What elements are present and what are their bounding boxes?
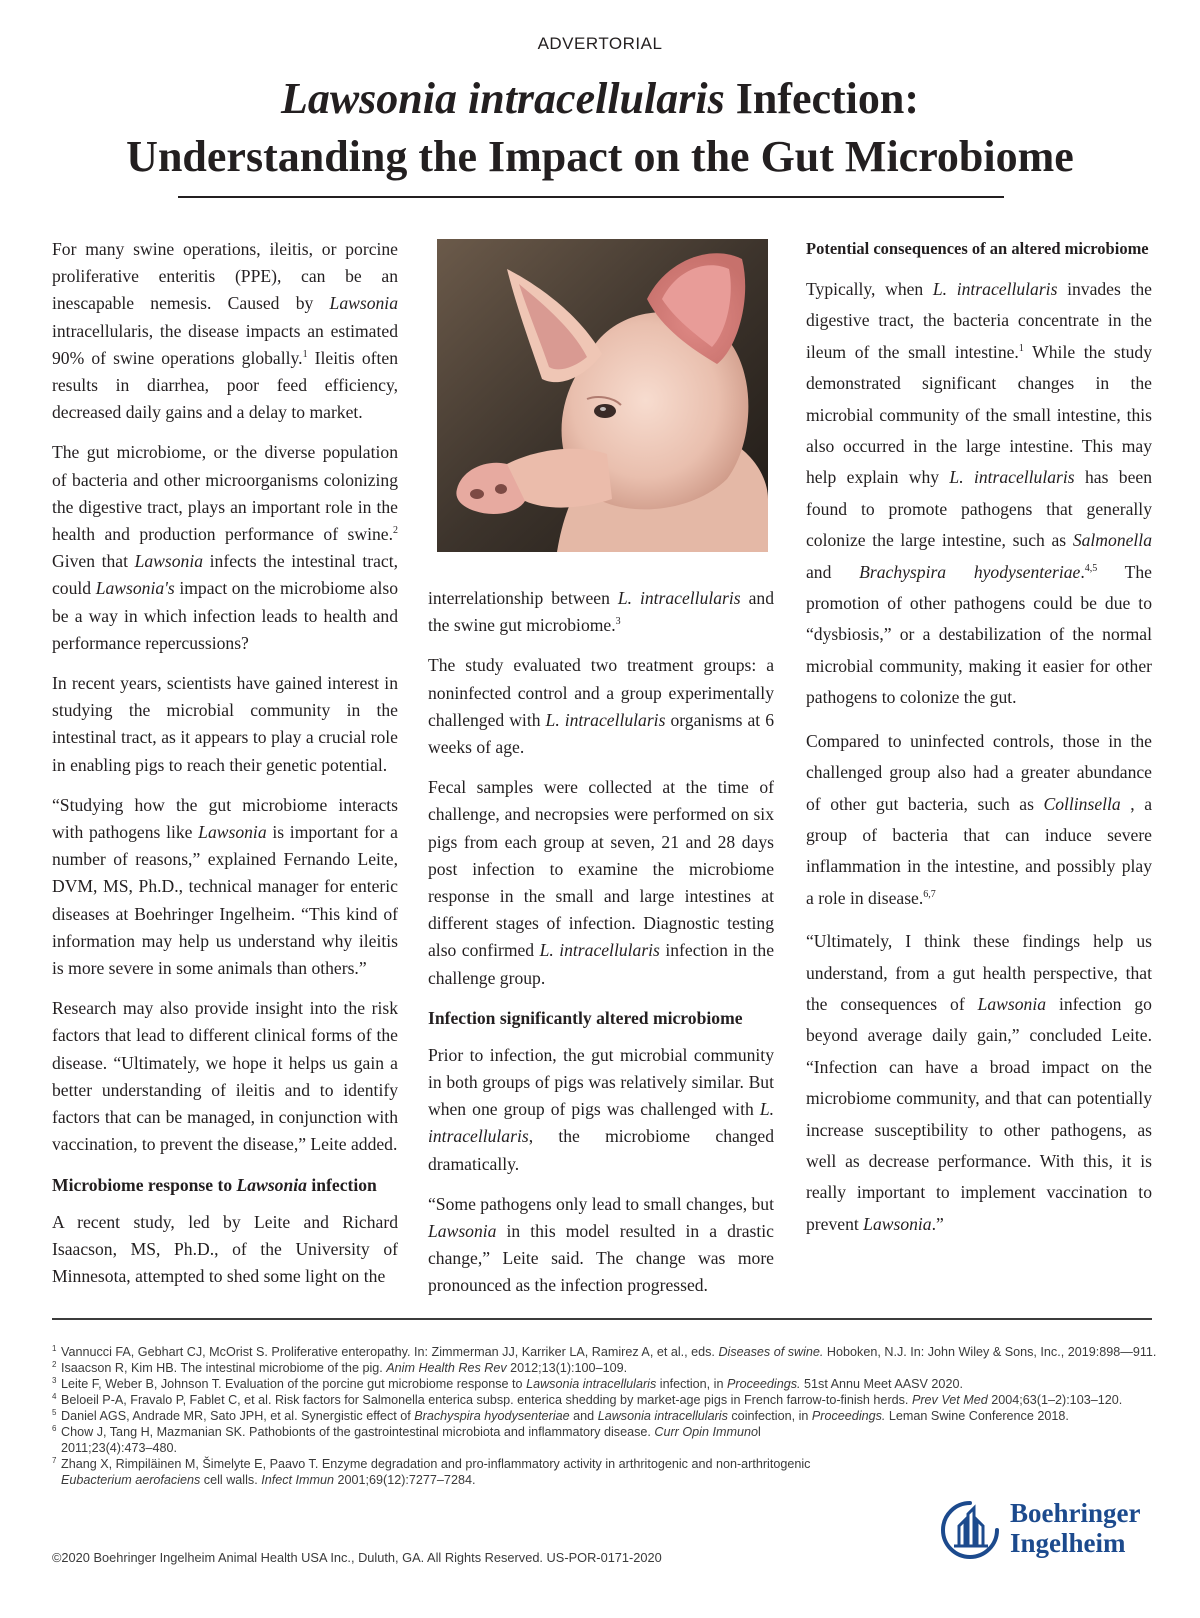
text: , a group of bacteria that can induce severe inflammation in the intestine, and possibly play a role in disease. <box>806 793 1152 908</box>
text: “Some pathogens only lead to small changes, but <box>428 1193 774 1214</box>
title-line-2: Understanding the Impact on the Gut Microbiome <box>126 132 1074 181</box>
paragraph: In recent years, scientists have gained interest in studying the microbial community in the intestinal tract, as it appears to play a crucial role in enabling pigs to reach their genetic potential. <box>52 673 398 775</box>
reference-item <box>52 1344 1157 1360</box>
text: The promotion of other pathogens could be due to “dysbiosis,” or a destabilization of the normal microbial community, making it easier for other pathogens to colonize the gut. <box>806 561 1152 708</box>
italic-text: L. intracellularis <box>932 279 1058 299</box>
italic-text: Lawsonia <box>198 822 267 843</box>
text: Isaacson R, Kim HB. The intestinal microbiome of the pig. <box>61 1361 387 1375</box>
italic-text: Collinsella <box>1043 793 1121 814</box>
text: interrelationship between <box>428 588 618 608</box>
text: 2001;69(12):7277–7284. <box>334 1473 476 1487</box>
text: “Ultimately, I think these findings help us understand, from a gut health perspective, that the consequences of <box>806 931 1152 1014</box>
italic-text: L. intracellularis <box>539 940 660 961</box>
text: cell walls. <box>200 1473 262 1487</box>
logo-line-1: Boehringer <box>1010 1498 1141 1528</box>
logo-wordmark <box>1010 1498 1160 1558</box>
reference-number: 5 <box>52 1408 57 1417</box>
text: intracellularis, the disease impacts an estimated 90% of swine operations globally. <box>52 320 398 368</box>
text: Leman Swine Conference 2018. <box>885 1409 1069 1423</box>
article-column-1 <box>52 236 398 1303</box>
text: infection go beyond average daily gain,” concluded Leite. “Infection can have a broad impact on the microbiome community, and that can potentially increase susceptibility to other pathogens, as well as decrease performance. With this, it is really important to implement vaccination to prevent <box>806 993 1152 1234</box>
footer-divider <box>52 1318 1152 1320</box>
citation: 4,5 <box>1084 562 1098 574</box>
text: and <box>569 1409 598 1423</box>
paragraph <box>428 585 774 639</box>
text: invades the digestive tract, the bacteria concentrate in the ileum of the small intestine. <box>806 279 1152 362</box>
italic-text: Anim Health Res Rev <box>386 1361 507 1375</box>
reference-item <box>52 1376 1152 1392</box>
paragraph <box>806 926 1152 1240</box>
italic-text: Diseases of swine. <box>718 1345 824 1359</box>
italic-text: Brachyspira hyodysenteriae <box>859 561 1081 582</box>
paragraph <box>428 1042 774 1178</box>
text: Given that <box>52 551 135 572</box>
italic-text: Salmonella <box>1072 530 1152 551</box>
italic-text: Lawsonia intracellularis <box>597 1409 728 1423</box>
text: Beloeil P-A, Fravalo P, Fablet C, et al. Risk factors for Salmonella enterica subsp. enterica shedding by market-age pigs in French farrow-to-finish herds. <box>61 1393 912 1407</box>
reference-item <box>52 1456 1152 1488</box>
text: Typically, when <box>806 279 933 299</box>
text: Microbiome response to <box>52 1174 237 1195</box>
reference-number: 4 <box>52 1392 57 1401</box>
boehringer-logo <box>940 1498 1160 1562</box>
italic-text: Infect Immun <box>261 1473 334 1487</box>
citation: 1 <box>1018 342 1024 354</box>
italic-text: Proceedings. <box>811 1409 886 1423</box>
reference-number: 3 <box>52 1376 57 1385</box>
text: infection in the challenge group. <box>428 940 775 988</box>
paragraph: A recent study, led by Leite and Richard Isaacson, MS, Ph.D., of the University of Minnesota, attempted to shed some light on the <box>52 1211 398 1286</box>
italic-text: Lawsonia <box>428 1221 497 1242</box>
paragraph <box>52 792 398 982</box>
piglet-illustration <box>437 239 768 552</box>
text: and the swine gut microbiome. <box>428 588 774 636</box>
boehringer-logo-icon <box>940 1500 1000 1560</box>
section-heading: Potential consequences of an altered microbiome <box>806 239 1149 258</box>
piglet-photo <box>437 239 768 552</box>
reference-item <box>52 1360 1152 1376</box>
text: infection <box>306 1174 377 1195</box>
italic-text: L. intracellularis <box>428 1099 774 1147</box>
text: Compared to uninfected controls, those in the challenged group also had a greater abundance of other gut bacteria, such as <box>806 730 1152 814</box>
text: 2012;13(1):100–109. <box>506 1361 628 1375</box>
italic-text: Lawsonia <box>863 1213 932 1234</box>
italic-text: Proceedings. <box>727 1377 801 1391</box>
italic-text: Eubacterium aerofaciens <box>61 1473 201 1487</box>
text: infects the intestinal tract, could <box>52 551 398 599</box>
paragraph <box>806 726 1152 914</box>
italic-text: Lawsonia's <box>95 578 175 599</box>
italic-text: Lawsonia <box>236 1174 307 1195</box>
paragraph <box>428 774 774 992</box>
italic-text: L. intracellularis <box>617 588 741 608</box>
italic-text: L. intracellularis <box>949 467 1075 488</box>
reference-item <box>52 1392 1152 1408</box>
section-heading <box>52 1172 398 1198</box>
text: Ileitis often results in diarrhea, poor feed efficiency, decreased daily gains and a delay to market. <box>52 347 399 423</box>
text: in this model resulted in a drastic change,” Leite said. The change was more pronounced as the infection progressed. <box>428 1221 774 1296</box>
citation: 3 <box>615 616 621 628</box>
text: l 2011;23(4):473–480. <box>61 1425 761 1455</box>
text: Hoboken, N.J. In: John Wiley & Sons, Inc., 2019:898—911. <box>823 1345 1157 1359</box>
reference-item <box>52 1408 1152 1424</box>
article-column-3 <box>806 236 1152 1252</box>
italic-text: L. intracellularis <box>545 709 666 730</box>
title-divider <box>178 196 1004 198</box>
paragraph <box>428 652 774 761</box>
text: is important for a number of reasons,” explained Fernando Leite, DVM, MS, Ph.D., technical manager for enteric diseases at Boehringer Ingelheim. “This kind of information may help us understand why ileitis is more severe in some animals than others.” <box>52 822 398 979</box>
text: . <box>1080 561 1085 582</box>
citation: 1 <box>302 348 308 360</box>
paragraph <box>428 1191 774 1300</box>
text: Prior to infection, the gut microbial community in both groups of pigs was relatively similar. But when one group of pigs was challenged with <box>428 1044 774 1120</box>
logo-line-2: Ingelheim <box>1010 1528 1126 1558</box>
text: Fecal samples were collected at the time of challenge, and necropsies were performed on six pigs from each group at seven, 21 and 28 days post infection to examine the microbiome response in the small and large intestines at different stages of infection. Diagnostic testing also confirmed <box>428 777 774 961</box>
title-line-1 <box>281 74 919 123</box>
italic-text: Lawsonia <box>134 551 204 572</box>
text: impact on the microbiome also be a way in which infection leads to health and performance repercussions? <box>52 578 398 653</box>
italic-text: Curr Opin Immuno <box>654 1425 758 1439</box>
text: Daniel AGS, Andrade MR, Sato JPH, et al. Synergistic effect of <box>61 1409 415 1423</box>
copyright-notice: ©2020 Boehringer Ingelheim Animal Health USA Inc., Duluth, GA. All Rights Reserved. US-POR-0171-2020 <box>52 1550 662 1565</box>
citation: 2 <box>393 525 398 537</box>
italic-text: Lawsonia intracellularis <box>526 1377 657 1391</box>
text: Zhang X, Rimpiläinen M, Šimelyte E, Paavo T. Enzyme degradation and pro-inflammatory activity in arthritogenic and non-arthritogenic <box>61 1457 811 1471</box>
text: Vannucci FA, Gebhart CJ, McOrist S. Proliferative enteropathy. In: Zimmerman JJ, Karriker LA, Ramirez A, et al., eds. <box>61 1345 719 1359</box>
paragraph <box>806 274 1152 714</box>
text: 51st Annu Meet AASV 2020. <box>800 1377 963 1391</box>
article-column-2 <box>428 585 774 1313</box>
italic-text: Brachyspira hyodysenteriae <box>414 1409 570 1423</box>
section-heading: Infection significantly altered microbiome <box>428 1007 743 1028</box>
reference-number: 7 <box>52 1456 57 1465</box>
citation: 6,7 <box>923 888 936 900</box>
italic-text: Lawsonia <box>329 293 398 314</box>
text: The study evaluated two treatment groups: a noninfected control and a group experimentally challenged with <box>428 655 774 730</box>
text: While the study demonstrated significant changes in the microbial community of the small intestine, this also occurred in the large intestine. This may help explain why <box>806 341 1152 488</box>
title-italic: Lawsonia intracellularis <box>280 74 725 123</box>
text: Chow J, Tang H, Mazmanian SK. Pathobionts of the gastrointestinal microbiota and inflammatory disease. <box>61 1425 655 1439</box>
title-rest: Infection: <box>724 74 920 123</box>
text: organisms at 6 weeks of age. <box>428 709 774 758</box>
reference-item <box>52 1424 1152 1456</box>
page-title <box>0 70 1200 186</box>
text: infection, in <box>656 1377 727 1391</box>
references-list <box>52 1344 1157 1488</box>
text: .” <box>931 1213 944 1234</box>
text: and <box>806 561 860 582</box>
reference-number: 1 <box>52 1344 57 1353</box>
text: coinfection, in <box>727 1409 812 1423</box>
italic-text: Prev Vet Med <box>911 1393 988 1407</box>
paragraph <box>52 439 398 657</box>
text: Leite F, Weber B, Johnson T. Evaluation of the porcine gut microbiome response to <box>61 1377 527 1391</box>
text: has been found to promote pathogens that generally colonize the large intestine, such as <box>806 467 1152 551</box>
reference-number: 2 <box>52 1360 57 1369</box>
text: , the microbiome changed dramatically. <box>428 1126 774 1174</box>
reference-number: 6 <box>52 1424 57 1433</box>
text: 2004;63(1–2):103–120. <box>987 1393 1123 1407</box>
text: The gut microbiome, or the diverse population of bacteria and other microorganisms colonizing the digestive tract, plays an important role in the health and production performance of swine. <box>52 442 398 545</box>
italic-text: Lawsonia <box>977 993 1047 1014</box>
text: For many swine operations, ileitis, or porcine proliferative enteritis (PPE), can be an inescapable nemesis. Caused by <box>52 239 398 314</box>
paragraph <box>52 236 398 426</box>
text: “Studying how the gut microbiome interacts with pathogens like <box>52 794 398 843</box>
advertorial-label: ADVERTORIAL <box>537 34 663 53</box>
paragraph: Research may also provide insight into the risk factors that lead to different clinical forms of the disease. “Ultimately, we hope it helps us gain a better understanding of ileitis and to identify factors that can be managed, in conjunction with vaccination, to prevent the disease,” Leite added. <box>52 998 398 1155</box>
